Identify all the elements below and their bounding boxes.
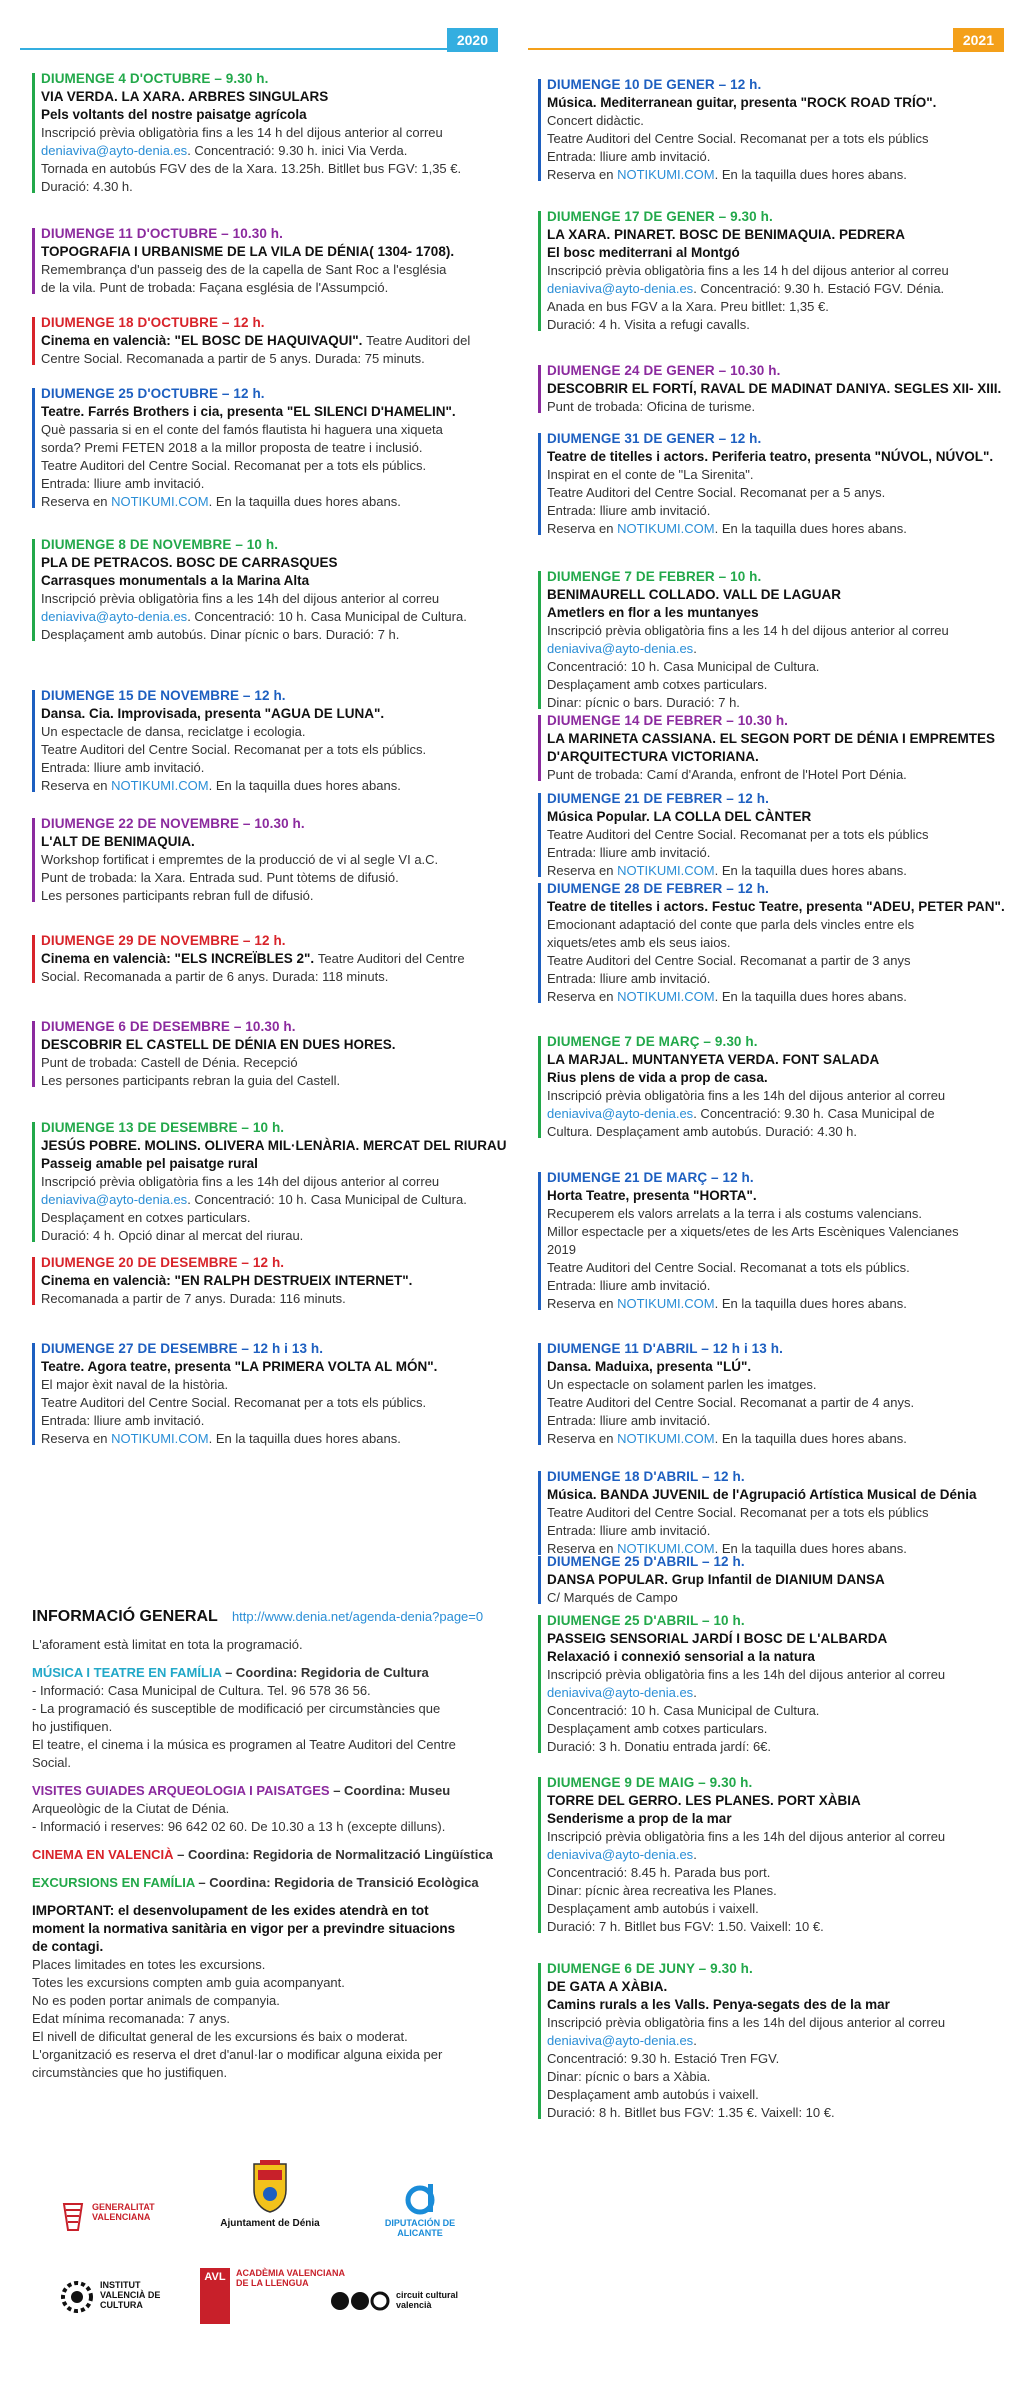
- event-date: DIUMENGE 15 DE NOVEMBRE – 12 h.: [41, 688, 286, 703]
- inline-link[interactable]: NOTIKUMI.COM: [111, 1431, 209, 1446]
- event-title: Dansa. Maduixa, presenta "LÚ".: [547, 1359, 752, 1374]
- event-detail-line: Duració: 4 h. Opció dinar al mercat del riurau.: [41, 1228, 304, 1243]
- event-detail-line: deniaviva@ayto-denia.es.: [547, 2033, 697, 2048]
- event-item: [538, 880, 1019, 1006]
- info-line: El nivell de dificultat general de les excursions és baix o moderat.: [32, 2029, 408, 2044]
- event-title: Teatre de titelles i actors. Festuc Teatre, presenta "ADEU, PETER PAN".: [547, 899, 1005, 914]
- ivc-logo: [60, 2280, 180, 2314]
- event-item: [32, 1254, 513, 1308]
- event-item: [538, 790, 1019, 880]
- info-line: L'organització es reserva el dret d'anul·lar o modificar alguna eixida per: [32, 2047, 443, 2062]
- event-detail-line: sorda? Premi FETEN 2018 a la millor proposta de teatre i inclusió.: [41, 440, 423, 455]
- event-date: DIUMENGE 25 D'OCTUBRE – 12 h.: [41, 386, 265, 401]
- event-item: [32, 1340, 513, 1448]
- cinema-section-heading: [32, 1846, 502, 1864]
- event-item: [32, 314, 513, 368]
- event-detail-line: deniaviva@ayto-denia.es. Concentració: 9.30 h. Estació FGV. Dénia.: [547, 281, 945, 296]
- inline-link[interactable]: deniaviva@ayto-denia.es: [547, 641, 694, 656]
- event-title: Música. Mediterranean guitar, presenta "ROCK ROAD TRÍO".: [547, 95, 937, 110]
- event-detail-line: Les persones participants rebran full de difusió.: [41, 888, 314, 903]
- visits-lines: [32, 1800, 502, 1836]
- event-title: PLA DE PETRACOS. BOSC DE CARRASQUES: [41, 555, 338, 570]
- cinema-label: CINEMA EN VALENCIÀ: [32, 1847, 174, 1862]
- diputacio-text: DIPUTACIÓN DE ALICANTE: [384, 2218, 456, 2238]
- event-title: Teatre de titelles i actors. Periferia teatro, presenta "NÚVOL, NÚVOL".: [547, 449, 994, 464]
- event-date: DIUMENGE 29 DE NOVEMBRE – 12 h.: [41, 933, 286, 948]
- event-date: DIUMENGE 20 DE DESEMBRE – 12 h.: [41, 1255, 285, 1270]
- event-subtitle: Ametlers en flor a les muntanyes: [547, 605, 759, 620]
- event-detail-line: Dinar: pícnic o bars a Xàbia.: [547, 2069, 711, 2084]
- event-detail-line: Reserva en NOTIKUMI.COM. En la taquilla dues hores abans.: [41, 778, 401, 793]
- event-detail-line: Dinar: pícnic o bars. Duració: 7 h.: [547, 695, 740, 710]
- event-title: DANSA POPULAR. Grup Infantil de DIANIUM DANSA: [547, 1572, 885, 1587]
- event-date: DIUMENGE 14 DE FEBRER – 10.30 h.: [547, 713, 789, 728]
- music-label: MÚSICA I TEATRE EN FAMÍLIA: [32, 1665, 222, 1680]
- event-date: DIUMENGE 28 DE FEBRER – 12 h.: [547, 881, 769, 896]
- event-detail-line: Teatre Auditori del Centre Social. Recomanat per a tots els públics.: [41, 742, 427, 757]
- event-title: Cinema en valencià: "ELS INCREÏBLES 2". Teatre Auditori del Centre: [41, 951, 465, 966]
- event-detail-line: Teatre Auditori del Centre Social. Recomanat a partir de 4 anys.: [547, 1395, 915, 1410]
- event-item: [32, 1018, 513, 1090]
- event-detail-line: Duració: 4 h. Visita a refugi cavalls.: [547, 317, 750, 332]
- inline-link[interactable]: deniaviva@ayto-denia.es: [41, 143, 188, 158]
- event-detail-line: Punt de trobada: Oficina de turisme.: [547, 399, 756, 414]
- event-detail-line: Emocionant adaptació del conte que parla dels vincles entre els: [547, 917, 915, 932]
- event-detail-line: Entrada: lliure amb invitació.: [547, 503, 711, 518]
- year-badge: 2020: [447, 28, 498, 52]
- generalitat-text: GENERALITAT VALENCIANA: [92, 2202, 155, 2222]
- inline-link[interactable]: NOTIKUMI.COM: [617, 1296, 715, 1311]
- excursions-coord: – Coordina: Regidoria de Transició Ecològica: [194, 1875, 479, 1890]
- event-detail-line: Teatre Auditori del Centre Social. Recomanat per a tots els públics: [547, 827, 929, 842]
- event-title: DE GATA A XÀBIA.: [547, 1979, 668, 1994]
- info-line: Arqueològic de la Ciutat de Dénia.: [32, 1801, 230, 1816]
- inline-link[interactable]: deniaviva@ayto-denia.es: [41, 609, 188, 624]
- info-line: Places limitades en totes les excursions.: [32, 1957, 266, 1972]
- event-item: [538, 1553, 1019, 1607]
- event-detail-line: Concentració: 10 h. Casa Municipal de Cultura.: [547, 1703, 820, 1718]
- event-detail-line: Reserva en NOTIKUMI.COM. En la taquilla dues hores abans.: [547, 1431, 907, 1446]
- event-date: DIUMENGE 7 DE FEBRER – 10 h.: [547, 569, 762, 584]
- event-detail-line: Centre Social. Recomanada a partir de 5 anys. Durada: 75 minuts.: [41, 351, 425, 366]
- event-detail-line: Reserva en NOTIKUMI.COM. En la taquilla dues hores abans.: [547, 167, 907, 182]
- event-detail-line: Inscripció prèvia obligatòria fins a les 14 h del dijous anterior al correu: [547, 263, 949, 278]
- event-item: [32, 536, 513, 644]
- year-rule: [20, 48, 498, 50]
- visits-section-heading: [32, 1782, 502, 1800]
- event-detail-line: Entrada: lliure amb invitació.: [547, 971, 711, 986]
- info-line: El teatre, el cinema i la música es programen al Teatre Auditori del Centre: [32, 1737, 456, 1752]
- sponsor-logos: [60, 2160, 480, 2360]
- inline-link[interactable]: NOTIKUMI.COM: [111, 778, 209, 793]
- event-detail-line: Duració: 3 h. Donatiu entrada jardí: 6€.: [547, 1739, 772, 1754]
- event-subtitle: D'ARQUITECTURA VICTORIANA.: [547, 749, 759, 764]
- circuit-text: circuit cultural valencià: [396, 2290, 459, 2310]
- event-detail-line: Punt de trobada: Castell de Dénia. Recepció: [41, 1055, 298, 1070]
- event-detail-line: Desplaçament amb autobús. Dinar pícnic o bars. Duració: 7 h.: [41, 627, 400, 642]
- music-coord: – Coordina: Regidoria de Cultura: [221, 1665, 429, 1680]
- event-detail-line: Social. Recomanada a partir de 6 anys. Durada: 118 minuts.: [41, 969, 389, 984]
- event-title: Teatre. Farrés Brothers i cia, presenta "EL SILENCI D'HAMELIN".: [41, 404, 456, 419]
- coat-of-arms-icon: [248, 2160, 292, 2216]
- year-header-2020: [20, 28, 498, 50]
- event-title: DESCOBRIR EL FORTÍ, RAVAL DE MADINAT DANIYA. SEGLES XII- XIII.: [547, 381, 1002, 396]
- event-item: [32, 687, 513, 795]
- event-item: [538, 430, 1019, 538]
- event-detail-line: Teatre Auditori del Centre Social. Recomanat per a tots els públics.: [41, 458, 427, 473]
- event-detail-line: Reserva en NOTIKUMI.COM. En la taquilla dues hores abans.: [547, 1296, 907, 1311]
- inline-link[interactable]: deniaviva@ayto-denia.es: [547, 2033, 694, 2048]
- event-detail-line: Concert didàctic.: [547, 113, 644, 128]
- event-subtitle: Camins rurals a les Valls. Penya-segats des de la mar: [547, 1997, 890, 2012]
- info-line: moment la normativa sanitària en vigor per a previndre situacions: [32, 1921, 456, 1936]
- info-line: de contagi.: [32, 1939, 104, 1954]
- event-item: [538, 568, 1019, 712]
- info-line: - Informació i reserves: 96 642 02 60. De 10.30 a 13 h (excepte dilluns).: [32, 1819, 446, 1834]
- event-title: Música. BANDA JUVENIL de l'Agrupació Artística Musical de Dénia: [547, 1487, 977, 1502]
- inline-link[interactable]: NOTIKUMI.COM: [617, 1541, 715, 1556]
- event-detail-line: Inscripció prèvia obligatòria fins a les 14h del dijous anterior al correu: [41, 591, 440, 606]
- event-title: DESCOBRIR EL CASTELL DE DÉNIA EN DUES HORES.: [41, 1037, 396, 1052]
- event-subtitle: Senderisme a prop de la mar: [547, 1811, 732, 1826]
- event-detail-line: Un espectacle de dansa, reciclatge i ecologia.: [41, 724, 306, 739]
- event-title: LA MARINETA CASSIANA. EL SEGON PORT DE DÉNIA I EMPREMTES: [547, 731, 996, 746]
- event-date: DIUMENGE 6 DE JUNY – 9.30 h.: [547, 1961, 753, 1976]
- general-info: [32, 1608, 502, 2082]
- event-date: DIUMENGE 17 DE GENER – 9.30 h.: [547, 209, 773, 224]
- event-title: Teatre. Agora teatre, presenta "LA PRIMERA VOLTA AL MÓN".: [41, 1359, 438, 1374]
- inline-link[interactable]: NOTIKUMI.COM: [617, 863, 715, 878]
- event-item: [538, 1774, 1019, 1936]
- event-detail-line: Desplaçament amb cotxes particulars.: [547, 677, 768, 692]
- info-line: - La programació és susceptible de modificació per circumstàncies que: [32, 1701, 441, 1716]
- event-title: LA XARA. PINARET. BOSC DE BENIMAQUIA. PEDRERA: [547, 227, 906, 242]
- event-date: DIUMENGE 27 DE DESEMBRE – 12 h i 13 h.: [41, 1341, 324, 1356]
- excursions-label: EXCURSIONS EN FAMÍLIA: [32, 1875, 195, 1890]
- event-date: DIUMENGE 31 DE GENER – 12 h.: [547, 431, 762, 446]
- inline-link[interactable]: NOTIKUMI.COM: [617, 989, 715, 1004]
- event-item: [538, 1169, 1019, 1313]
- event-detail-line: Teatre Auditori del Centre Social. Recomanat per a tots els públics.: [41, 1395, 427, 1410]
- event-date: DIUMENGE 25 D'ABRIL – 10 h.: [547, 1613, 745, 1628]
- event-item: [32, 815, 513, 905]
- event-detail-line: Punt de trobada: la Xara. Entrada sud. Punt tòtems de difusió.: [41, 870, 399, 885]
- event-detail-line: Duració: 4.30 h.: [41, 179, 133, 194]
- event-date: DIUMENGE 10 DE GENER – 12 h.: [547, 77, 762, 92]
- event-title: L'ALT DE BENIMAQUIA.: [41, 834, 195, 849]
- event-title: Cinema en valencià: "EN RALPH DESTRUEIX INTERNET".: [41, 1273, 413, 1288]
- event-detail-line: Què passaria si en el conte del famós flautista hi haguera una xiqueta: [41, 422, 443, 437]
- ivc-icon: [60, 2280, 94, 2314]
- event-item: [32, 70, 513, 196]
- event-detail-line: Duració: 8 h. Bitllet bus FGV: 1.35 €. Vaixell: 10 €.: [547, 2105, 835, 2120]
- event-detail-line: Un espectacle on solament parlen les imatges.: [547, 1377, 817, 1392]
- event-detail-line: Concentració: 9.30 h. Estació Tren FGV.: [547, 2051, 780, 2066]
- info-line: Totes les excursions compten amb guia acompanyant.: [32, 1975, 345, 1990]
- inline-link[interactable]: deniaviva@ayto-denia.es: [41, 1192, 188, 1207]
- event-detail-line: Reserva en NOTIKUMI.COM. En la taquilla dues hores abans.: [41, 494, 401, 509]
- event-detail-line: de la vila. Punt de trobada: Façana església de l'Assumpció.: [41, 280, 389, 295]
- event-detail-line: Desplaçament amb cotxes particulars.: [547, 1721, 768, 1736]
- event-detail-line: xiquets/etes amb els seus iaios.: [547, 935, 731, 950]
- event-subtitle: El bosc mediterrani al Montgó: [547, 245, 740, 260]
- event-detail-line: Entrada: lliure amb invitació.: [547, 1278, 711, 1293]
- info-line: IMPORTANT: el desenvolupament de les exides atendrà en tot: [32, 1903, 429, 1918]
- ajuntament-logo: [210, 2160, 330, 2229]
- excursions-section-heading: [32, 1874, 502, 1892]
- info-line: ho justifiquen.: [32, 1719, 113, 1734]
- event-date: DIUMENGE 24 DE GENER – 10.30 h.: [547, 363, 781, 378]
- event-detail-line: Desplaçament amb autobús i vaixell.: [547, 1901, 759, 1916]
- excursion-rules: [32, 1956, 502, 2082]
- event-detail-line: Inscripció prèvia obligatòria fins a les 14h del dijous anterior al correu: [547, 1667, 946, 1682]
- info-title: [32, 1608, 502, 1626]
- event-detail-line: deniaviva@ayto-denia.es.: [547, 641, 697, 656]
- circuit-icon: [330, 2290, 390, 2312]
- event-date: DIUMENGE 22 DE NOVEMBRE – 10.30 h.: [41, 816, 305, 831]
- event-date: DIUMENGE 4 D'OCTUBRE – 9.30 h.: [41, 71, 269, 86]
- avl-logo: [200, 2268, 350, 2324]
- event-date: DIUMENGE 18 D'ABRIL – 12 h.: [547, 1469, 745, 1484]
- event-detail-line: Inscripció prèvia obligatòria fins a les 14 h del dijous anterior al correu: [41, 125, 443, 140]
- event-date: DIUMENGE 7 DE MARÇ – 9.30 h.: [547, 1034, 758, 1049]
- year-rule: [528, 48, 1004, 50]
- event-detail-line: Entrada: lliure amb invitació.: [41, 760, 205, 775]
- event-detail-line: Reserva en NOTIKUMI.COM. En la taquilla dues hores abans.: [547, 1541, 907, 1556]
- event-date: DIUMENGE 8 DE NOVEMBRE – 10 h.: [41, 537, 279, 552]
- event-detail-line: Reserva en NOTIKUMI.COM. En la taquilla dues hores abans.: [41, 1431, 401, 1446]
- event-detail-line: Teatre Auditori del Centre Social. Recomanat per a 5 anys.: [547, 485, 886, 500]
- event-title: Música Popular. LA COLLA DEL CÀNTER: [547, 809, 812, 824]
- event-detail-line: El major èxit naval de la història.: [41, 1377, 229, 1392]
- event-date: DIUMENGE 21 DE FEBRER – 12 h.: [547, 791, 769, 806]
- event-detail-line: Teatre Auditori del Centre Social. Recomanat per a tots els públics: [547, 1505, 929, 1520]
- event-detail-line: Reserva en NOTIKUMI.COM. En la taquilla dues hores abans.: [547, 521, 907, 536]
- ivc-text: INSTITUT VALENCIÀ DE CULTURA: [100, 2280, 161, 2310]
- info-line: Social.: [32, 1755, 72, 1770]
- inline-link[interactable]: deniaviva@ayto-denia.es: [547, 1685, 694, 1700]
- event-item: [32, 225, 513, 297]
- event-date: DIUMENGE 11 D'OCTUBRE – 10.30 h.: [41, 226, 283, 241]
- info-line: circumstàncies que ho justifiquen.: [32, 2065, 228, 2080]
- event-item: [32, 932, 513, 986]
- event-detail-line: Inscripció prèvia obligatòria fins a les 14h del dijous anterior al correu: [547, 1088, 946, 1103]
- diputacio-logo: [370, 2180, 470, 2238]
- event-date: DIUMENGE 25 D'ABRIL – 12 h.: [547, 1554, 745, 1569]
- info-title-text: INFORMACIÓ GENERAL: [32, 1608, 218, 1625]
- event-item: [538, 76, 1019, 184]
- event-detail-line: Recomanada a partir de 7 anys. Durada: 116 minuts.: [41, 1291, 346, 1306]
- year-header-2021: [528, 28, 1004, 50]
- inline-link[interactable]: NOTIKUMI.COM: [617, 1431, 715, 1446]
- event-detail-line: deniaviva@ayto-denia.es. Concentració: 10 h. Casa Municipal de Cultura.: [41, 1192, 467, 1207]
- event-date: DIUMENGE 11 D'ABRIL – 12 h i 13 h.: [547, 1341, 783, 1356]
- event-detail-line: deniaviva@ayto-denia.es. Concentració: 9.30 h. Casa Municipal de: [547, 1106, 935, 1121]
- generalitat-icon: [60, 2202, 86, 2232]
- inline-link[interactable]: deniaviva@ayto-denia.es: [547, 1847, 694, 1862]
- event-detail-line: Les persones participants rebran la guia del Castell.: [41, 1073, 341, 1088]
- inline-link[interactable]: deniaviva@ayto-denia.es: [547, 281, 694, 296]
- event-detail-line: Desplaçament en cotxes particulars.: [41, 1210, 251, 1225]
- ajuntament-text: Ajuntament de Dénia: [220, 2218, 320, 2229]
- event-item: [538, 712, 1019, 784]
- cinema-coord: – Coordina: Regidoria de Normalització Lingüística: [173, 1847, 493, 1862]
- event-item: [538, 362, 1019, 416]
- avl-icon: AVL: [200, 2268, 230, 2324]
- event-detail-line: Tornada en autobús FGV des de la Xara. 13.25h. Bitllet bus FGV: 1,35 €.: [41, 161, 462, 176]
- event-detail-line: Desplaçament amb autobús i vaixell.: [547, 2087, 759, 2102]
- year-badge: 2021: [953, 28, 1004, 52]
- event-detail-line: Teatre Auditori del Centre Social. Recomanat a tots els públics.: [547, 1260, 910, 1275]
- event-detail-line: Inscripció prèvia obligatòria fins a les 14h del dijous anterior al correu: [41, 1174, 440, 1189]
- circuit-logo: [330, 2290, 490, 2312]
- event-detail-line: Entrada: lliure amb invitació.: [547, 1413, 711, 1428]
- music-lines: [32, 1682, 502, 1772]
- event-subtitle: Relaxació i connexió sensorial a la natura: [547, 1649, 815, 1664]
- event-detail-line: Millor espectacle per a xiquets/etes de les Arts Escèniques Valencianes: [547, 1224, 959, 1239]
- generalitat-logo: [60, 2202, 170, 2232]
- event-detail-line: Teatre Auditori del Centre Social. Recomanat a partir de 3 anys: [547, 953, 911, 968]
- event-detail-line: Entrada: lliure amb invitació.: [41, 1413, 205, 1428]
- avl-text: ACADÈMIA VALENCIANA DE LA LLENGUA: [236, 2268, 345, 2288]
- inline-link[interactable]: deniaviva@ayto-denia.es: [547, 1106, 694, 1121]
- event-detail-line: Cultura. Desplaçament amb autobús. Duració: 4.30 h.: [547, 1124, 858, 1139]
- important-notice: [32, 1902, 502, 1956]
- event-title: JESÚS POBRE. MOLINS. OLIVERA MIL·LENÀRIA. MERCAT DEL RIURAU: [41, 1138, 507, 1153]
- event-detail-line: Entrada: lliure amb invitació.: [547, 845, 711, 860]
- event-detail-line: Entrada: lliure amb invitació.: [547, 149, 711, 164]
- event-detail-line: Concentració: 10 h. Casa Municipal de Cultura.: [547, 659, 820, 674]
- event-title: TOPOGRAFIA I URBANISME DE LA VILA DE DÉNIA( 1304- 1708).: [41, 244, 455, 259]
- inline-link[interactable]: NOTIKUMI.COM: [617, 167, 715, 182]
- music-section-heading: [32, 1664, 502, 1682]
- event-detail-line: Concentració: 8.45 h. Parada bus port.: [547, 1865, 771, 1880]
- event-subtitle: Passeig amable pel paisatge rural: [41, 1156, 258, 1171]
- event-detail-line: Teatre Auditori del Centre Social. Recomanat per a tots els públics: [547, 131, 929, 146]
- event-detail-line: Inscripció prèvia obligatòria fins a les 14h del dijous anterior al correu: [547, 1829, 946, 1844]
- event-detail-line: Recuperem els valors arrelats a la terra i als costums valencians.: [547, 1206, 922, 1221]
- visits-label: VISITES GUIADES ARQUEOLOGIA I PAISATGES: [32, 1783, 330, 1798]
- event-subtitle: Rius plens de vida a prop de casa.: [547, 1070, 768, 1085]
- inline-link[interactable]: NOTIKUMI.COM: [617, 521, 715, 536]
- event-item: [538, 1468, 1019, 1558]
- event-detail-line: Inspirat en el conte de "La Sirenita".: [547, 467, 754, 482]
- event-title: PASSEIG SENSORIAL JARDÍ I BOSC DE L'ALBARDA: [547, 1631, 888, 1646]
- event-detail-line: deniaviva@ayto-denia.es.: [547, 1685, 697, 1700]
- event-detail-line: deniaviva@ayto-denia.es. Concentració: 9.30 h. inici Via Verda.: [41, 143, 408, 158]
- diputacio-icon: [404, 2180, 436, 2216]
- info-line: - Informació: Casa Municipal de Cultura. Tel. 96 578 36 56.: [32, 1683, 371, 1698]
- event-detail-line: Duració: 7 h. Bitllet bus FGV: 1.50. Vaixell: 10 €.: [547, 1919, 824, 1934]
- event-title: Dansa. Cia. Improvisada, presenta "AGUA DE LUNA".: [41, 706, 385, 721]
- event-item: [538, 1612, 1019, 1756]
- event-title: VIA VERDA. LA XARA. ARBRES SINGULARS: [41, 89, 329, 104]
- event-detail-line: C/ Marqués de Campo: [547, 1590, 678, 1605]
- event-detail-line: Punt de trobada: Camí d'Aranda, enfront de l'Hotel Port Dénia.: [547, 767, 907, 782]
- event-date: DIUMENGE 9 DE MAIG – 9.30 h.: [547, 1775, 753, 1790]
- event-title: BENIMAURELL COLLADO. VALL DE LAGUAR: [547, 587, 841, 602]
- event-subtitle: Pels voltants del nostre paisatge agrícola: [41, 107, 307, 122]
- event-item: [538, 1960, 1019, 2122]
- event-title: LA MARJAL. MUNTANYETA VERDA. FONT SALADA: [547, 1052, 880, 1067]
- event-item: [538, 1033, 1019, 1141]
- event-detail-line: deniaviva@ayto-denia.es.: [547, 1847, 697, 1862]
- event-item: [32, 385, 513, 511]
- event-detail-line: Reserva en NOTIKUMI.COM. En la taquilla dues hores abans.: [547, 863, 907, 878]
- event-subtitle: Carrasques monumentals a la Marina Alta: [41, 573, 310, 588]
- event-date: DIUMENGE 13 DE DESEMBRE – 10 h.: [41, 1120, 285, 1135]
- info-line: Edat mínima recomanada: 7 anys.: [32, 2011, 230, 2026]
- info-intro: L'aforament està limitat en tota la programació.: [32, 1637, 303, 1652]
- event-date: DIUMENGE 6 DE DESEMBRE – 10.30 h.: [41, 1019, 296, 1034]
- event-item: [538, 208, 1019, 334]
- event-date: DIUMENGE 21 DE MARÇ – 12 h.: [547, 1170, 754, 1185]
- event-item: [538, 1340, 1019, 1448]
- event-title: Cinema en valencià: "EL BOSC DE HAQUIVAQUI". Teatre Auditori del: [41, 333, 471, 348]
- event-detail-line: deniaviva@ayto-denia.es. Concentració: 10 h. Casa Municipal de Cultura.: [41, 609, 467, 624]
- event-date: DIUMENGE 18 D'OCTUBRE – 12 h.: [41, 315, 265, 330]
- inline-link[interactable]: NOTIKUMI.COM: [111, 494, 209, 509]
- event-detail-line: 2019: [547, 1242, 576, 1257]
- visits-coord: – Coordina: Museu: [329, 1783, 451, 1798]
- event-detail-line: Dinar: pícnic àrea recreativa les Planes.: [547, 1883, 777, 1898]
- info-line: No es poden portar animals de companyia.: [32, 1993, 280, 2008]
- event-title: TORRE DEL GERRO. LES PLANES. PORT XÀBIA: [547, 1793, 861, 1808]
- event-detail-line: Inscripció prèvia obligatòria fins a les 14 h del dijous anterior al correu: [547, 623, 949, 638]
- event-detail-line: Workshop fortificat i empremtes de la producció de vi al segle VI a.C.: [41, 852, 439, 867]
- event-title: Horta Teatre, presenta "HORTA".: [547, 1188, 757, 1203]
- event-detail-line: Entrada: lliure amb invitació.: [41, 476, 205, 491]
- event-detail-line: Reserva en NOTIKUMI.COM. En la taquilla dues hores abans.: [547, 989, 907, 1004]
- event-detail-line: Inscripció prèvia obligatòria fins a les 14h del dijous anterior al correu: [547, 2015, 946, 2030]
- event-detail-line: Remembrança d'un passeig des de la capella de Sant Roc a l'església: [41, 262, 447, 277]
- info-url-link[interactable]: http://www.denia.net/agenda-denia?page=0: [231, 1609, 484, 1624]
- event-detail-line: Anada en bus FGV a la Xara. Preu bitllet: 1,35 €.: [547, 299, 829, 314]
- event-detail-line: Entrada: lliure amb invitació.: [547, 1523, 711, 1538]
- event-item: [32, 1119, 513, 1245]
